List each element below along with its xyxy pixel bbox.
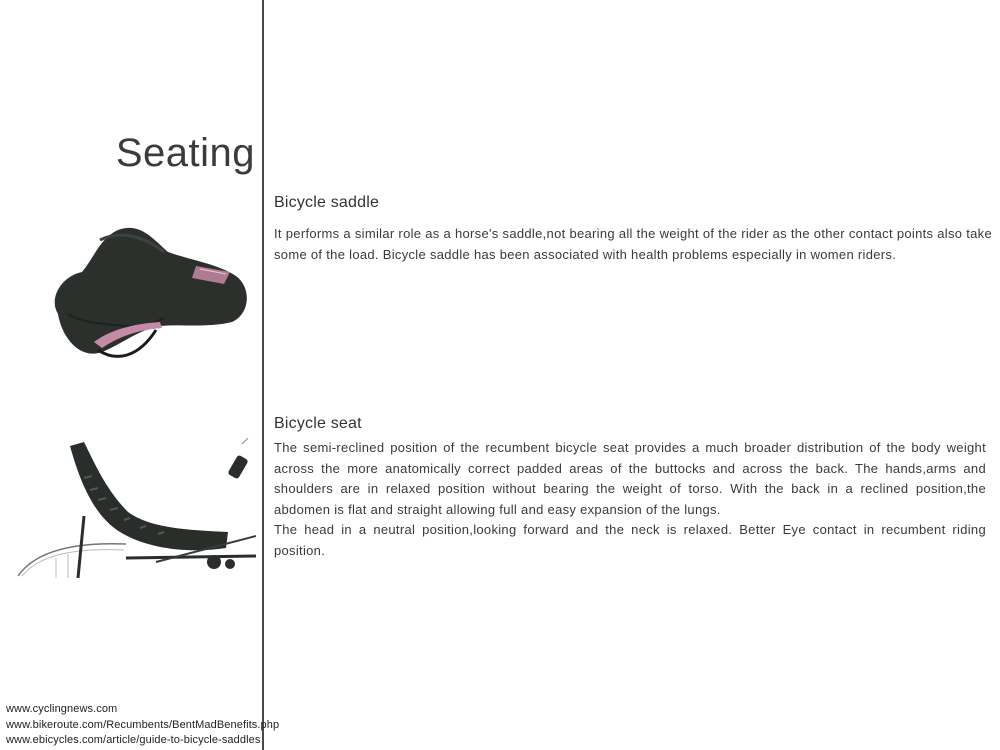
source-link[interactable]: www.bikeroute.com/Recumbents/BentMadBenefits.php — [6, 718, 280, 731]
paragraph: The semi-reclined position of the recumbent bicycle seat provides a much broader distribution of the body weight across the more anatomically correct padded areas of the buttocks and across the back. The hands,arms and shoulders are in relaxed position without bearing the weight of torso. With the back in a reclined position,the abdomen is flat and straight allowing full and easy expansion of the lungs. — [274, 440, 986, 517]
bicycle-saddle-image — [40, 218, 255, 368]
source-link[interactable]: www.ebicycles.com/article/guide-to-bicycle-saddles — [6, 734, 261, 746]
section-body-bicycle-saddle — [274, 224, 992, 265]
page-title: Seating — [115, 131, 255, 175]
paragraph: It performs a similar role as a horse's saddle,not bearing all the weight of the rider as the other contact points also take some of the load. Bicycle saddle has been associated with health problems especially in women riders. — [274, 226, 992, 262]
section-body-bicycle-seat — [274, 438, 986, 561]
section-heading-bicycle-seat: Bicycle seat — [274, 415, 362, 432]
sources-list — [6, 702, 279, 749]
paragraph: The head in a neutral position,looking forward and the neck is relaxed. Better Eye contact in recumbent riding position. — [274, 522, 986, 558]
section-heading-bicycle-saddle: Bicycle saddle — [274, 194, 380, 211]
vertical-divider — [262, 0, 264, 750]
source-link[interactable]: www.cyclingnews.com — [6, 703, 118, 715]
recumbent-seat-image — [16, 438, 256, 578]
